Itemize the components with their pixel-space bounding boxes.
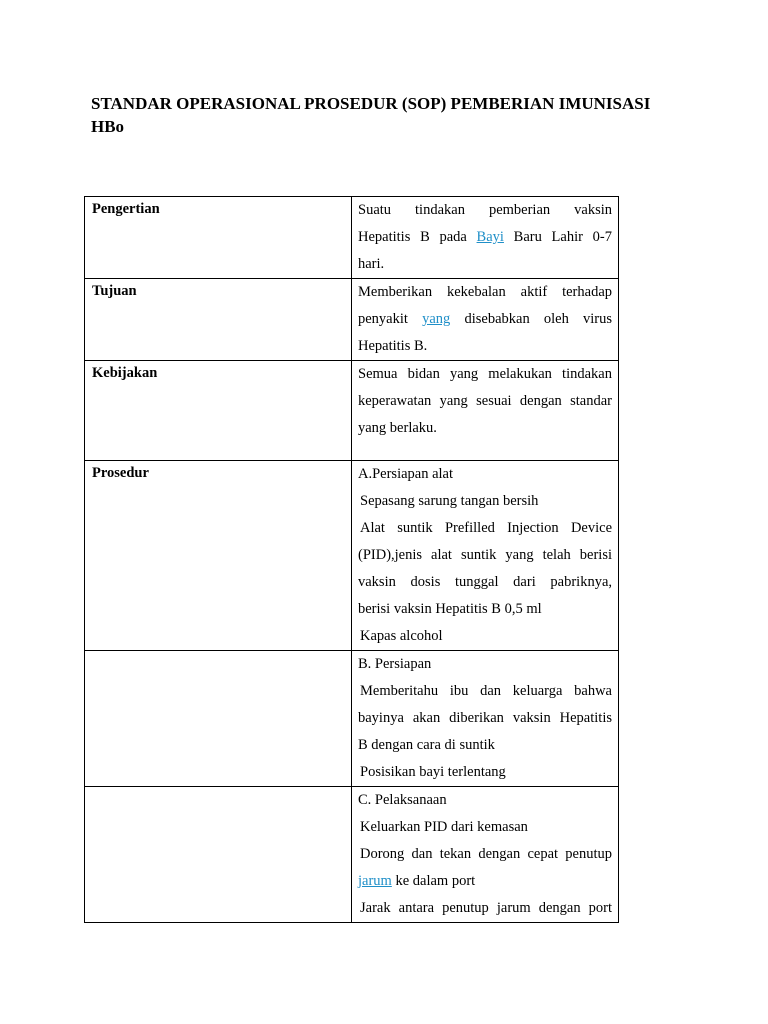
link-jarum[interactable]: jarum [358, 873, 392, 889]
label-cell [85, 361, 352, 461]
persiapan-heading: B. Persiapan [358, 656, 432, 672]
content-cell-tujuan [352, 279, 619, 361]
content-cell-pengertian [352, 197, 619, 279]
row-label-prosedur: Prosedur [92, 465, 149, 481]
prosedur-item-2-line-1: Alat suntik Prefilled Injection Device [360, 520, 612, 536]
pengertian-line-1: Suatu tindakan pemberian vaksin [358, 202, 612, 218]
persiapan-item-2: Posisikan bayi terlentang [360, 764, 506, 780]
link-bayi[interactable]: Bayi [476, 229, 504, 245]
sop-table [84, 196, 619, 923]
prosedur-item-2-line-2: (PID),jenis alat suntik yang telah berisi [358, 547, 612, 563]
tujuan-text-b: disebabkan oleh virus [464, 311, 612, 327]
table-row-prosedur [85, 461, 619, 651]
table-row-pengertian [85, 197, 619, 279]
prosedur-heading: A.Persiapan alat [358, 466, 454, 482]
pengertian-text-b: Baru Lahir 0-7 [513, 229, 612, 245]
table-row-pelaksanaan [85, 787, 619, 923]
persiapan-item-1-line-2: bayinya akan diberikan vaksin Hepatitis [358, 710, 612, 726]
label-cell [85, 651, 352, 787]
pengertian-line-3: hari. [358, 256, 385, 272]
link-yang[interactable]: yang [422, 311, 451, 327]
label-cell [85, 787, 352, 923]
tujuan-line-2 [352, 306, 618, 333]
label-cell [85, 461, 352, 651]
row-label-pengertian: Pengertian [92, 201, 160, 217]
row-label-tujuan: Tujuan [92, 283, 137, 299]
label-cell [85, 279, 352, 361]
pelaksanaan-item-1: Keluarkan PID dari kemasan [360, 819, 528, 835]
content-cell-pelaksanaan [352, 787, 619, 923]
kebijakan-line-3: yang berlaku. [358, 420, 437, 436]
pelaksanaan-item-2-line-1: Dorong dan tekan dengan cepat penutup [360, 846, 612, 862]
kebijakan-line-1: Semua bidan yang melakukan tindakan [358, 366, 612, 382]
row-label-kebijakan: Kebijakan [92, 365, 158, 381]
table-row-tujuan [85, 279, 619, 361]
prosedur-item-2-line-3: vaksin dosis tunggal dari pabriknya, [358, 574, 612, 590]
tujuan-line-1: Memberikan kekebalan aktif terhadap [358, 284, 612, 300]
title-line-2: HBo [91, 117, 125, 136]
prosedur-item-1: Sepasang sarung tangan bersih [360, 493, 539, 509]
kebijakan-line-2: keperawatan yang sesuai dengan standar [358, 393, 612, 409]
pelaksanaan-text-b: ke dalam port [395, 873, 476, 889]
pengertian-line-2 [352, 224, 618, 251]
table-row-persiapan [85, 651, 619, 787]
tujuan-text-a: penyakit [358, 311, 408, 327]
content-cell-persiapan [352, 651, 619, 787]
prosedur-item-2-line-4: berisi vaksin Hepatitis B 0,5 ml [358, 601, 542, 617]
content-cell-kebijakan [352, 361, 619, 461]
table-row-kebijakan [85, 361, 619, 461]
label-cell [85, 197, 352, 279]
tujuan-line-3: Hepatitis B. [358, 338, 428, 354]
content-cell-prosedur [352, 461, 619, 651]
title-line-1: STANDAR OPERASIONAL PROSEDUR (SOP) PEMBERIAN IMUNISASI [91, 94, 651, 113]
persiapan-item-1-line-1: Memberitahu ibu dan keluarga bahwa [360, 683, 612, 699]
pelaksanaan-heading: C. Pelaksanaan [358, 792, 447, 808]
persiapan-item-1-line-3: B dengan cara di suntik [358, 737, 495, 753]
page-title [91, 92, 691, 138]
prosedur-item-3: Kapas alcohol [360, 628, 443, 644]
pengertian-text-a: Hepatitis B pada [358, 229, 467, 245]
pelaksanaan-item-3-line-1: Jarak antara penutup jarum dengan port [360, 900, 612, 916]
pelaksanaan-item-2-line-2 [352, 868, 618, 895]
